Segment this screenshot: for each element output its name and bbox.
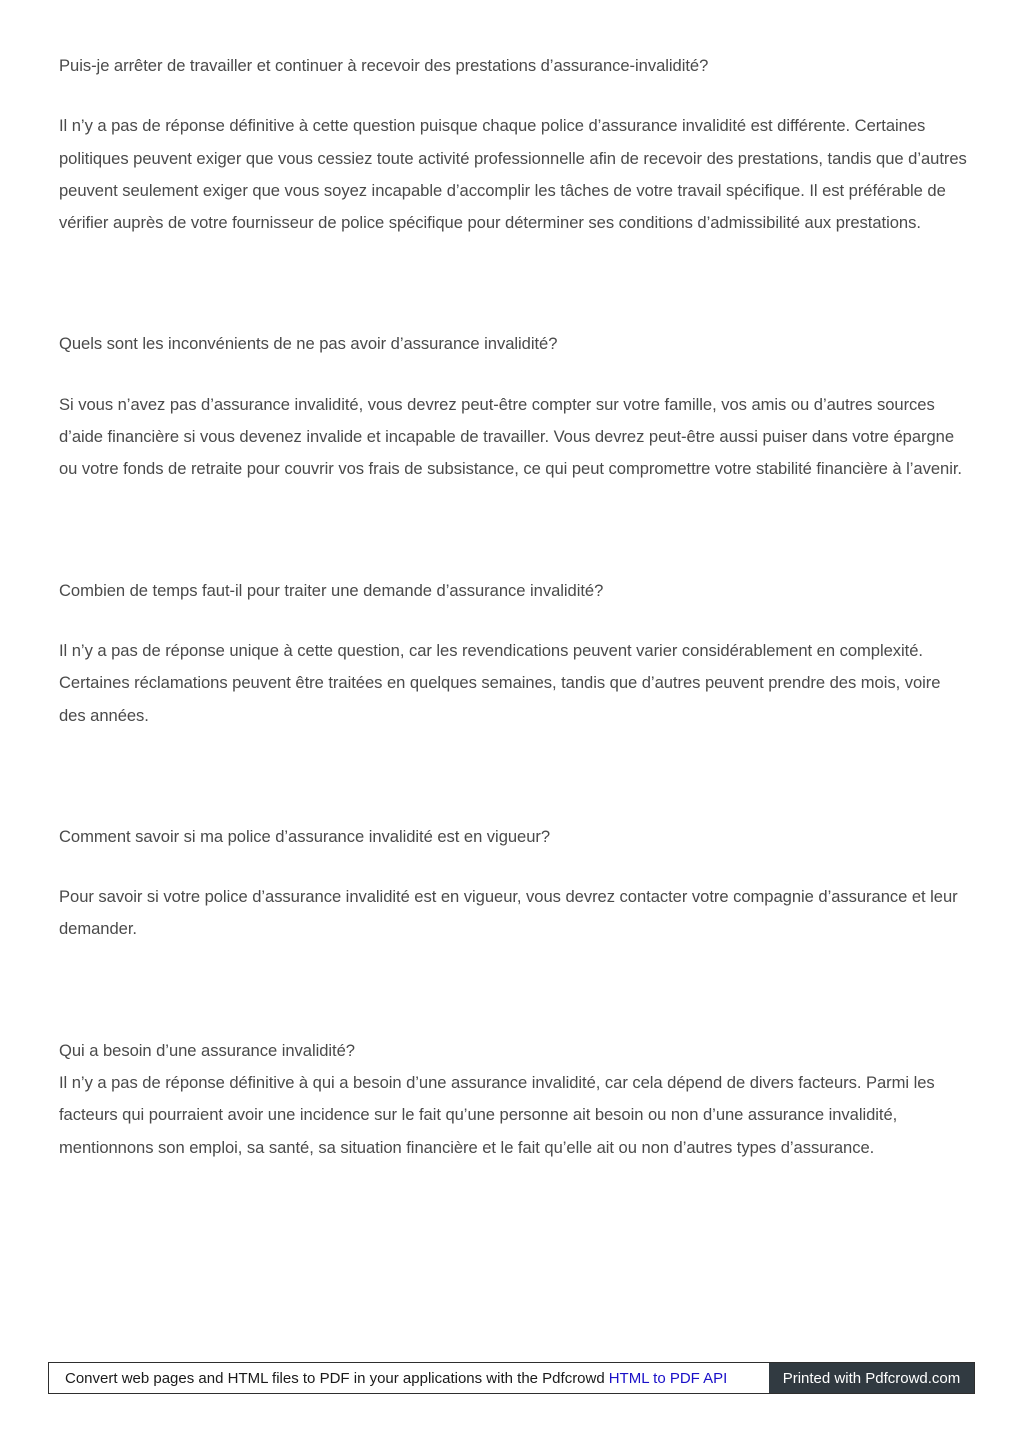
faq-question: Qui a besoin d’une assurance invalidité?	[59, 1040, 355, 1060]
footer-message	[49, 1363, 769, 1393]
document-body	[59, 50, 969, 1164]
footer-text: Convert web pages and HTML files to PDF in your applications with the Pdfcrowd	[65, 1369, 605, 1387]
faq-item	[59, 328, 969, 485]
pdfcrowd-footer-banner	[48, 1362, 975, 1394]
faq-item	[59, 575, 969, 732]
faq-question: Comment savoir si ma police d’assurance invalidité est en vigueur?	[59, 826, 551, 846]
faq-item	[59, 821, 969, 946]
faq-answer: Si vous n’avez pas d’assurance invalidité, vous devrez peut-être compter sur votre famille, vos amis ou d’autres sources d’aide financière si vous devenez invalide et incapable de travailler. Vous devrez peut-être aussi puiser dans votre épargne ou votre fonds de retraite pour couvrir vos frais de subsistance, ce qui peut compromettre votre stabilité financière à l’avenir.	[59, 394, 962, 479]
faq-answer: Il n’y a pas de réponse unique à cette question, car les revendications peuvent varier considérablement en complexité. Certaines réclamations peuvent être traitées en quelques semaines, tandis que d’autres peuvent prendre des mois, voire des années.	[59, 640, 941, 725]
faq-question: Combien de temps faut-il pour traiter une demande d’assurance invalidité?	[59, 580, 604, 600]
faq-answer: Il n’y a pas de réponse définitive à qui a besoin d’une assurance invalidité, car cela dépend de divers facteurs. Parmi les facteurs qui pourraient avoir une incidence sur le fait qu’une personne ait besoin ou non d’une assurance invalidité, mentionnons son emploi, sa santé, sa situation financière et le fait qu’elle ait ou non d’autres types d’assurance.	[59, 1073, 935, 1157]
printed-with-badge[interactable]: Printed with Pdfcrowd.com	[769, 1363, 974, 1393]
faq-question: Quels sont les inconvénients de ne pas avoir d’assurance invalidité?	[59, 334, 558, 354]
faq-item	[59, 1035, 969, 1164]
html-to-pdf-api-link[interactable]: HTML to PDF API	[608, 1369, 728, 1387]
faq-answer: Pour savoir si votre police d’assurance invalidité est en vigueur, vous devrez contacter votre compagnie d’assurance et leur demander.	[59, 887, 958, 939]
faq-answer: Il n’y a pas de réponse définitive à cette question puisque chaque police d’assurance invalidité est différente. Certaines politiques peuvent exiger que vous cessiez toute activité professionnelle afin de recevoir des prestations, tandis que d’autres peuvent seulement exiger que vous soyez incapable d’accomplir les tâches de votre travail spécifique. Il est préférable de vérifier auprès de votre fournisseur de police spécifique pour déterminer ses conditions d’admissibilité aux prestations.	[59, 116, 967, 233]
faq-item	[59, 50, 969, 239]
faq-question: Puis-je arrêter de travailler et continuer à recevoir des prestations d’assurance-invalidité?	[59, 56, 709, 75]
